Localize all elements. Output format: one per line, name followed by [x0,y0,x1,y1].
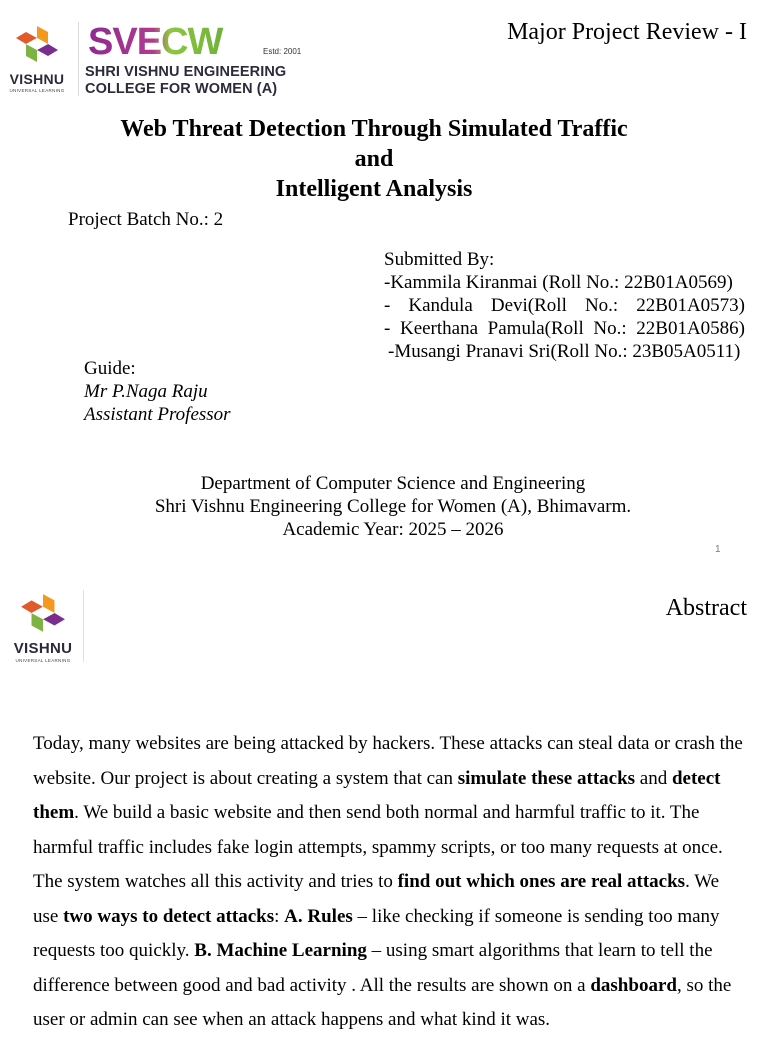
abstract-text: , so the user or admin can see when an attack happens and what kind it was. [33,974,732,1030]
vishnu-logo-text: VISHNU [13,640,73,657]
project-title [0,114,748,204]
member-word: Kandula [408,295,473,316]
submitted-by [384,248,745,363]
member-word: Devi(Roll [490,295,567,316]
member-word: Keerthana [399,318,479,339]
abstract-text: and [635,767,672,789]
logo-divider [78,22,79,96]
member-2 [384,294,745,317]
abstract-bold-text: find out which ones are real attacks [397,871,686,892]
member-word: 22B01A0586) [636,318,745,339]
guide-designation: Assistant Professor [84,404,231,425]
vishnu-logo-subtext: UNIVERSAL LEARNING [9,88,65,93]
academic-year: Academic Year: 2025 – 2026 [282,519,504,540]
vishnu-logo-subtext: UNIVERSAL LEARNING [15,658,71,663]
abstract-text: : [274,905,285,927]
member-word: No.: [584,295,619,316]
abstract-text: – like checking if someone is sending too many requests too quickly. [33,905,720,961]
abstract-title: Abstract [665,595,747,621]
guide-block [84,357,231,426]
member-4: -Musangi Pranavi Sri(Roll No.: 23B05A0511) [388,341,741,362]
college-logo-name: SHRI VISHNU ENGINEERING COLLEGE FOR WOMEN (A) [85,64,287,97]
project-batch: Project Batch No.: 2 [68,209,224,230]
svecw-estd: Estd: 2001 [263,47,302,56]
member-word: - [384,318,391,339]
member-word: No.: [593,318,627,339]
submitted-heading: Submitted By: [384,249,495,270]
guide-name: Mr P.Naga Raju [84,381,208,402]
abstract-text: . We build a basic website and then send both normal and harmful traffic to it. The harmful traffic includes fake login attempts, spammy scripts, or too many requests at once. The system watches all this activity and tries to [33,802,723,892]
title-line-1: Web Threat Detection Through Simulated Traffic [120,116,628,142]
abstract-body [33,727,747,1038]
abstract-bold-text: B. Machine Learning [194,940,367,961]
member-word: 22B01A0573) [636,295,745,316]
department-name: Department of Computer Science and Engineering [200,473,586,494]
member-1: -Kammila Kiranmai (Roll No.: 22B01A0569) [384,272,733,293]
abstract-bold-text: two ways to detect attacks [63,905,275,927]
logo-divider [83,590,84,662]
title-line-2: and [354,146,394,172]
vishnu-logo-2 [10,590,76,664]
abstract-text: – using smart algorithms that learn to tell the difference between good and bad activity . All the results are shown on a [33,940,713,996]
college-name: Shri Vishnu Engineering College for Women (A), Bhimavarm. [154,496,632,517]
abstract-bold-text: detect them [33,767,721,823]
abstract-text: . We use [33,871,720,927]
vishnu-logo [6,22,68,98]
vishnu-logo-text: VISHNU [9,71,65,87]
svecw-logo-text: SVECW [88,22,223,60]
department-block [0,472,768,541]
slide-number: 1 [715,544,721,555]
title-line-3: Intelligent Analysis [275,176,473,202]
review-label: Major Project Review - I [507,19,747,45]
svecw-logo [86,22,276,60]
vishnu-emblem-icon [10,590,76,638]
abstract-bold-text: dashboard [590,974,677,996]
member-word: Pamula(Roll [487,318,584,339]
member-word: - [384,295,391,316]
vishnu-emblem-icon [6,22,68,68]
abstract-bold-text: A. Rules [284,905,353,927]
abstract-bold-text: simulate these attacks [457,767,636,789]
guide-label: Guide: [84,358,136,379]
member-3 [384,317,745,340]
abstract-text: Today, many websites are being attacked by hackers. These attacks can steal data or crash the website. Our project is about creating a system that can [33,733,743,789]
